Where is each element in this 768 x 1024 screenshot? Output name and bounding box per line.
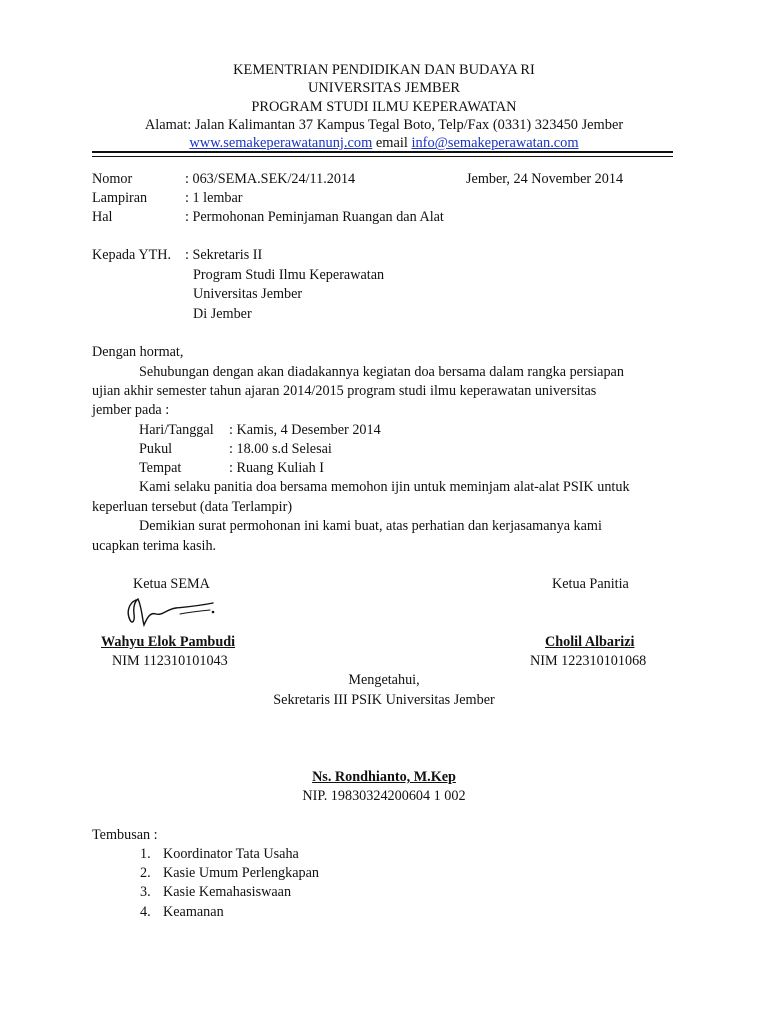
detail-value: : Ruang Kuliah I bbox=[229, 460, 324, 476]
letterhead-ministry: KEMENTRIAN PENDIDIKAN DAN BUDAYA RI bbox=[233, 62, 535, 78]
detail-label: Hari/Tanggal bbox=[139, 422, 214, 438]
left-signer-title: Ketua SEMA bbox=[133, 576, 210, 592]
tembusan-number: 1. bbox=[140, 846, 151, 862]
nomor-value: : 063/SEMA.SEK/24/11.2014 bbox=[185, 171, 356, 187]
greeting: Dengan hormat, bbox=[92, 344, 184, 360]
letterhead-contact bbox=[0, 134, 768, 152]
paragraph-1-line-1: Sehubungan dengan akan diadakannya kegiatan doa bersama dalam rangka persiapan bbox=[139, 364, 624, 380]
left-signer-name: Wahyu Elok Pambudi bbox=[101, 634, 236, 650]
letterhead-university: UNIVERSITAS JEMBER bbox=[308, 80, 460, 97]
recipient-line-4: Di Jember bbox=[193, 306, 252, 322]
paragraph-2-line-1: Kami selaku panitia doa bersama memohon ijin untuk meminjam alat-alat PSIK untuk bbox=[139, 479, 630, 495]
tembusan-number: 3. bbox=[140, 884, 151, 900]
nomor-label: Nomor bbox=[92, 171, 133, 187]
detail-label: Pukul bbox=[139, 441, 173, 457]
letterhead-divider-thin bbox=[92, 156, 673, 157]
tembusan-number: 4. bbox=[140, 904, 151, 920]
paragraph-1-line-2: ujian akhir semester tahun ajaran 2014/2015 program studi ilmu keperawatan universitas bbox=[92, 383, 597, 399]
detail-value: : Kamis, 4 Desember 2014 bbox=[229, 422, 381, 438]
right-signer-name: Cholil Albarizi bbox=[545, 634, 635, 650]
right-signer-title: Ketua Panitia bbox=[552, 576, 629, 592]
signature-image bbox=[120, 592, 220, 632]
hal-label: Hal bbox=[92, 209, 113, 225]
detail-label: Tempat bbox=[139, 460, 182, 476]
recipient-label: Kepada YTH. bbox=[92, 247, 172, 263]
center-signer-title: Sekretaris III PSIK Universitas Jember bbox=[273, 692, 495, 708]
left-signer-nim: NIM 112310101043 bbox=[112, 653, 228, 669]
letterhead-address: Alamat: Jalan Kalimantan 37 Kampus Tegal Boto, Telp/Fax (0331) 323450 Jember bbox=[144, 116, 624, 133]
hal-value: : Permohonan Peminjaman Ruangan dan Alat bbox=[185, 209, 444, 225]
detail-value: : 18.00 s.d Selesai bbox=[229, 441, 332, 457]
tembusan-number: 2. bbox=[140, 865, 151, 881]
paragraph-3-line-1: Demikian surat permohonan ini kami buat, atas perhatian dan kerjasamanya kami bbox=[139, 518, 602, 534]
tembusan-item: Kasie Kemahasiswaan bbox=[163, 884, 292, 900]
paragraph-3-line-2: ucapkan terima kasih. bbox=[92, 538, 217, 554]
recipient-line-1: : Sekretaris II bbox=[185, 247, 263, 263]
recipient-line-2: Program Studi Ilmu Keperawatan bbox=[193, 267, 385, 283]
letterhead-program: PROGRAM STUDI ILMU KEPERAWATAN bbox=[251, 98, 517, 115]
tembusan-item: Keamanan bbox=[163, 904, 224, 920]
place-date: Jember, 24 November 2014 bbox=[466, 171, 624, 187]
right-signer-nim: NIM 122310101068 bbox=[530, 653, 647, 669]
center-signer-name-wrap bbox=[0, 768, 768, 786]
email-label: email bbox=[375, 135, 408, 152]
paragraph-1-line-3: jember pada : bbox=[92, 402, 170, 418]
tembusan-item: Kasie Umum Perlengkapan bbox=[163, 865, 320, 881]
letterhead-divider-thick bbox=[92, 151, 673, 153]
center-signer-name: Ns. Rondhianto, M.Kep bbox=[312, 769, 456, 785]
mengetahui-label: Mengetahui, bbox=[348, 672, 420, 688]
website-link[interactable]: www.semakeperawatanunj.com bbox=[189, 135, 373, 152]
paragraph-2-line-2: keperluan tersebut (data Terlampir) bbox=[92, 499, 293, 515]
email-link[interactable]: info@semakeperawatan.com bbox=[411, 135, 579, 152]
tembusan-label: Tembusan : bbox=[92, 827, 158, 843]
center-signer-nip: NIP. 19830324200604 1 002 bbox=[302, 788, 466, 804]
lampiran-label: Lampiran bbox=[92, 190, 148, 206]
tembusan-item: Koordinator Tata Usaha bbox=[163, 846, 299, 862]
letterhead bbox=[0, 61, 768, 152]
recipient-line-3: Universitas Jember bbox=[193, 286, 303, 302]
lampiran-value: : 1 lembar bbox=[185, 190, 243, 206]
